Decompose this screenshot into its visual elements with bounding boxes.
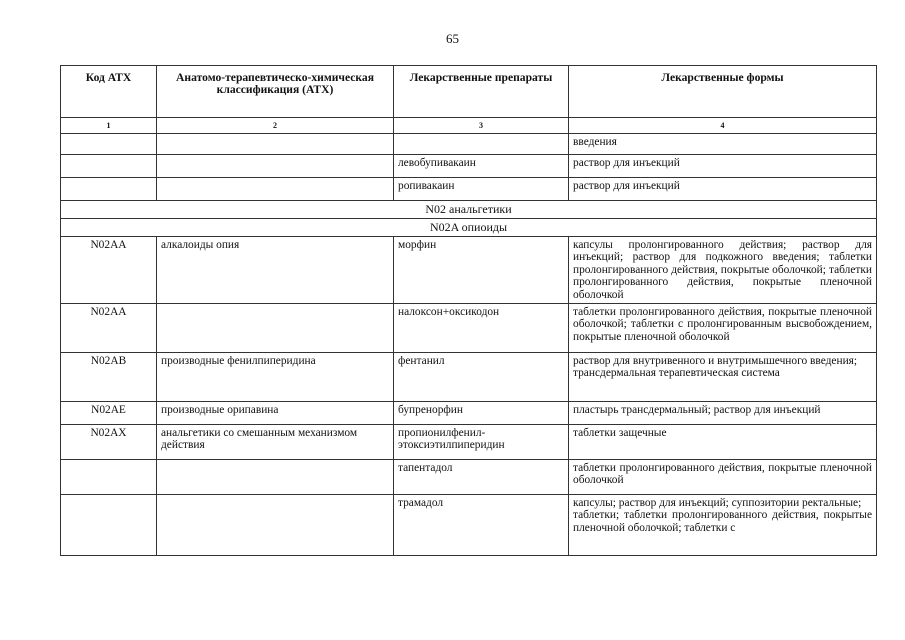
- classification-cell: производные орипавина: [157, 402, 394, 425]
- classification-cell: [157, 495, 394, 556]
- forms-cell: введения: [569, 134, 877, 155]
- classification-cell: [157, 155, 394, 178]
- classification-cell: [157, 460, 394, 495]
- column-number: 4: [569, 118, 877, 134]
- section-row: [61, 219, 877, 237]
- table-row: [61, 353, 877, 402]
- header-drugs: Лекарственные препараты: [394, 66, 569, 118]
- column-number: 3: [394, 118, 569, 134]
- forms-cell: таблетки защечные: [569, 425, 877, 460]
- drug-cell: фентанил: [394, 353, 569, 402]
- drug-cell: морфин: [394, 237, 569, 304]
- atc-code-cell: [61, 134, 157, 155]
- atc-drug-table: [60, 65, 877, 556]
- forms-cell: капсулы; раствор для инъекций; суппозитории ректальные; таблетки; таблетки пролонгированного действия, покрытые пленочной оболочкой; таблетки с: [569, 495, 877, 556]
- column-number-row: [61, 118, 877, 134]
- table-row: [61, 304, 877, 353]
- table-row: [61, 425, 877, 460]
- table-row: [61, 237, 877, 304]
- header-dosage-forms: Лекарственные формы: [569, 66, 877, 118]
- drug-cell: ропивакаин: [394, 178, 569, 201]
- forms-cell: таблетки пролонгированного действия, покрытые пленочной оболочкой: [569, 460, 877, 495]
- classification-cell: [157, 134, 394, 155]
- column-number: 2: [157, 118, 394, 134]
- classification-cell: [157, 178, 394, 201]
- classification-cell: производные фенилпиперидина: [157, 353, 394, 402]
- table-row: [61, 178, 877, 201]
- atc-code-cell: [61, 495, 157, 556]
- page-number: 65: [446, 31, 459, 46]
- drug-cell: налоксон+оксикодон: [394, 304, 569, 353]
- header-atc-classification: Анатомо-терапевтическо-химическая классификация (АТХ): [157, 66, 394, 118]
- atc-code-cell: [61, 155, 157, 178]
- header-row: [61, 66, 877, 118]
- forms-cell: раствор для инъекций: [569, 155, 877, 178]
- atc-code-cell: N02AA: [61, 237, 157, 304]
- atc-code-cell: N02AB: [61, 353, 157, 402]
- table-row: [61, 402, 877, 425]
- header-atc-code: Код АТХ: [61, 66, 157, 118]
- atc-code-cell: N02AA: [61, 304, 157, 353]
- section-heading: N02A опиоиды: [61, 219, 877, 237]
- table-row: [61, 460, 877, 495]
- section-heading: N02 анальгетики: [61, 201, 877, 219]
- column-number: 1: [61, 118, 157, 134]
- forms-cell: раствор для инъекций: [569, 178, 877, 201]
- table-row: [61, 495, 877, 556]
- drug-cell: тапентадол: [394, 460, 569, 495]
- atc-code-cell: N02AE: [61, 402, 157, 425]
- classification-cell: алкалоиды опия: [157, 237, 394, 304]
- forms-cell: пластырь трансдермальный; раствор для инъекций: [569, 402, 877, 425]
- classification-cell: анальгетики со смешанным механизмом действия: [157, 425, 394, 460]
- drug-cell: трамадол: [394, 495, 569, 556]
- atc-code-cell: [61, 460, 157, 495]
- table-row: [61, 155, 877, 178]
- forms-cell: раствор для внутривенного и внутримышечного введения; трансдермальная терапевтическая система: [569, 353, 877, 402]
- drug-cell: [394, 134, 569, 155]
- atc-code-cell: N02AX: [61, 425, 157, 460]
- atc-code-cell: [61, 178, 157, 201]
- forms-cell: таблетки пролонгированного действия, покрытые пленочной оболочкой; таблетки с пролонгированным высвобождением, покрытые пленочной оболочкой: [569, 304, 877, 353]
- drug-cell: пропионилфенил-этоксиэтилпиперидин: [394, 425, 569, 460]
- forms-cell: капсулы пролонгированного действия; раствор для инъекций; раствор для подкожного введения; таблетки пролонгированного действия, покрытые оболочкой; таблетки пролонгированного действия, покрытые пленочной оболочкой: [569, 237, 877, 304]
- section-row: [61, 201, 877, 219]
- table-row: [61, 134, 877, 155]
- drug-cell: бупренорфин: [394, 402, 569, 425]
- drug-cell: левобупивакаин: [394, 155, 569, 178]
- classification-cell: [157, 304, 394, 353]
